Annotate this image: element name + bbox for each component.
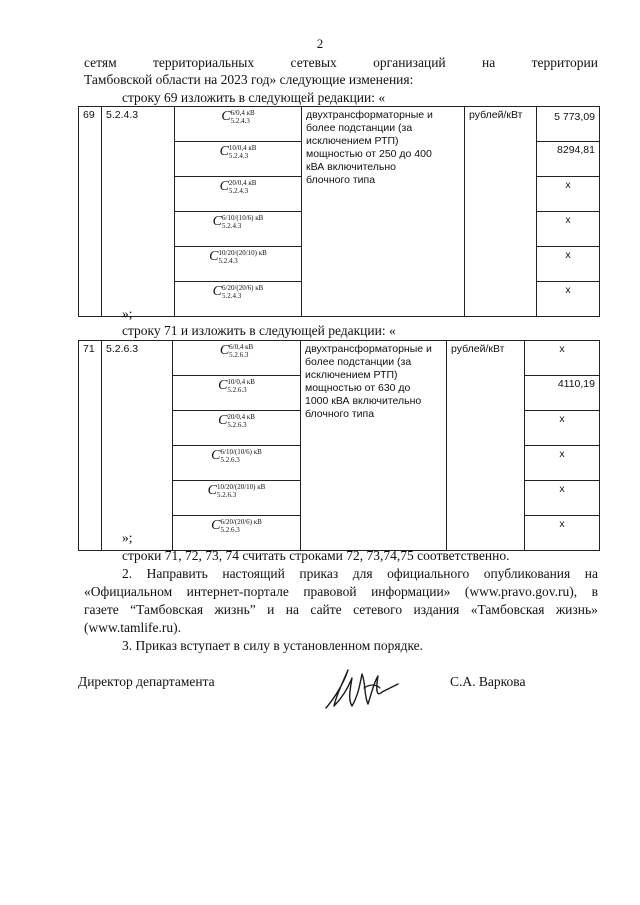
row-code: 5.2.6.3	[102, 341, 173, 551]
item2-line-1: 2. Направить настоящий приказ для официального опубликования на	[122, 566, 598, 581]
tariff-symbol: C 10/20/(20/10) кВ 5.2.6.3	[173, 481, 301, 516]
word: территориальных	[153, 55, 255, 70]
tariff-symbol: C 10/20/(20/10) кВ 5.2.4.3	[175, 247, 302, 282]
item2-line-4: (www.tamlife.ru).	[84, 620, 181, 635]
item2-line-2: «Официальном интернет-портале правовой информации» (www.pravo.gov.ru), в	[84, 584, 598, 599]
tariff-symbol: C 6/10/(10/6) кВ 5.2.4.3	[175, 212, 302, 247]
word: сетевых	[290, 55, 337, 70]
unit: рублей/кВт	[447, 341, 525, 551]
description: двухтрансформаторные и более подстанции (за исключением РТП) мощностью от 630 до 1000 кВА включительно блочного типа	[301, 341, 447, 551]
tariff-symbol: C 6/0,4 кВ 5.2.6.3	[173, 341, 301, 376]
item3: 3. Приказ вступает в силу в установленном порядке.	[122, 638, 424, 653]
row69-intro: строку 69 изложить в следующей редакции: «	[122, 90, 386, 105]
tariff-symbol: C 10/0,4 кВ 5.2.4.3	[175, 142, 302, 177]
rate-value: х	[525, 481, 600, 516]
rate-value: 8294,81	[537, 142, 600, 177]
rate-value: 5 773,09	[537, 107, 600, 142]
rate-value: х	[537, 282, 600, 317]
page-number: 2	[316, 36, 324, 51]
description: двухтрансформаторные и более подстанции (за исключением РТП) мощностью от 250 до 400 кВА включительно блочного типа	[302, 107, 465, 317]
tariff-symbol: C 6/20/(20/6) кВ 5.2.6.3	[173, 516, 301, 551]
word: организаций	[373, 55, 446, 70]
row-code: 5.2.4.3	[102, 107, 175, 317]
tariff-symbol: C 10/0,4 кВ 5.2.6.3	[173, 376, 301, 411]
rate-value: х	[525, 411, 600, 446]
word: сетям	[84, 55, 117, 70]
table-row-69	[78, 106, 600, 317]
renumber-line: строки 71, 72, 73, 74 считать строками 72, 73,74,75 соответственно.	[122, 548, 510, 563]
word: на	[482, 55, 496, 70]
tariff-symbol: C 20/0,4 кВ 5.2.6.3	[173, 411, 301, 446]
signatory-name: С.А. Варкова	[450, 674, 526, 689]
close-71: »;	[122, 530, 133, 545]
word: территории	[531, 55, 598, 70]
table-row	[79, 341, 600, 376]
row-number: 71	[79, 341, 102, 551]
rate-value: х	[525, 341, 600, 376]
handwritten-signature	[318, 662, 413, 714]
tariff-symbol: C 6/20/(20/6) кВ 5.2.4.3	[175, 282, 302, 317]
tariff-symbol: C 20/0,4 кВ 5.2.4.3	[175, 177, 302, 212]
table-row	[79, 107, 600, 142]
intro-line-2: Тамбовской области на 2023 год» следующие изменения:	[84, 72, 414, 87]
tariff-symbol: C 6/0,4 кВ 5.2.4.3	[175, 107, 302, 142]
signatory-position: Директор департамента	[78, 674, 215, 689]
rate-value: х	[537, 177, 600, 212]
close-69: »;	[122, 306, 133, 321]
unit: рублей/кВт	[465, 107, 537, 317]
tariff-symbol: C 6/10/(10/6) кВ 5.2.6.3	[173, 446, 301, 481]
rate-value: х	[525, 516, 600, 551]
row71-intro: строку 71 и изложить в следующей редакции: «	[122, 323, 396, 338]
table-row-71	[78, 340, 600, 551]
rate-value: х	[537, 247, 600, 282]
rate-value: х	[537, 212, 600, 247]
row-number: 69	[79, 107, 102, 317]
rate-value: 4110,19	[525, 376, 600, 411]
item2-line-3: газете “Тамбовская жизнь” и на сайте сетевого издания «Тамбовская жизнь»	[84, 602, 598, 617]
intro-line-1	[84, 55, 598, 71]
rate-value: х	[525, 446, 600, 481]
